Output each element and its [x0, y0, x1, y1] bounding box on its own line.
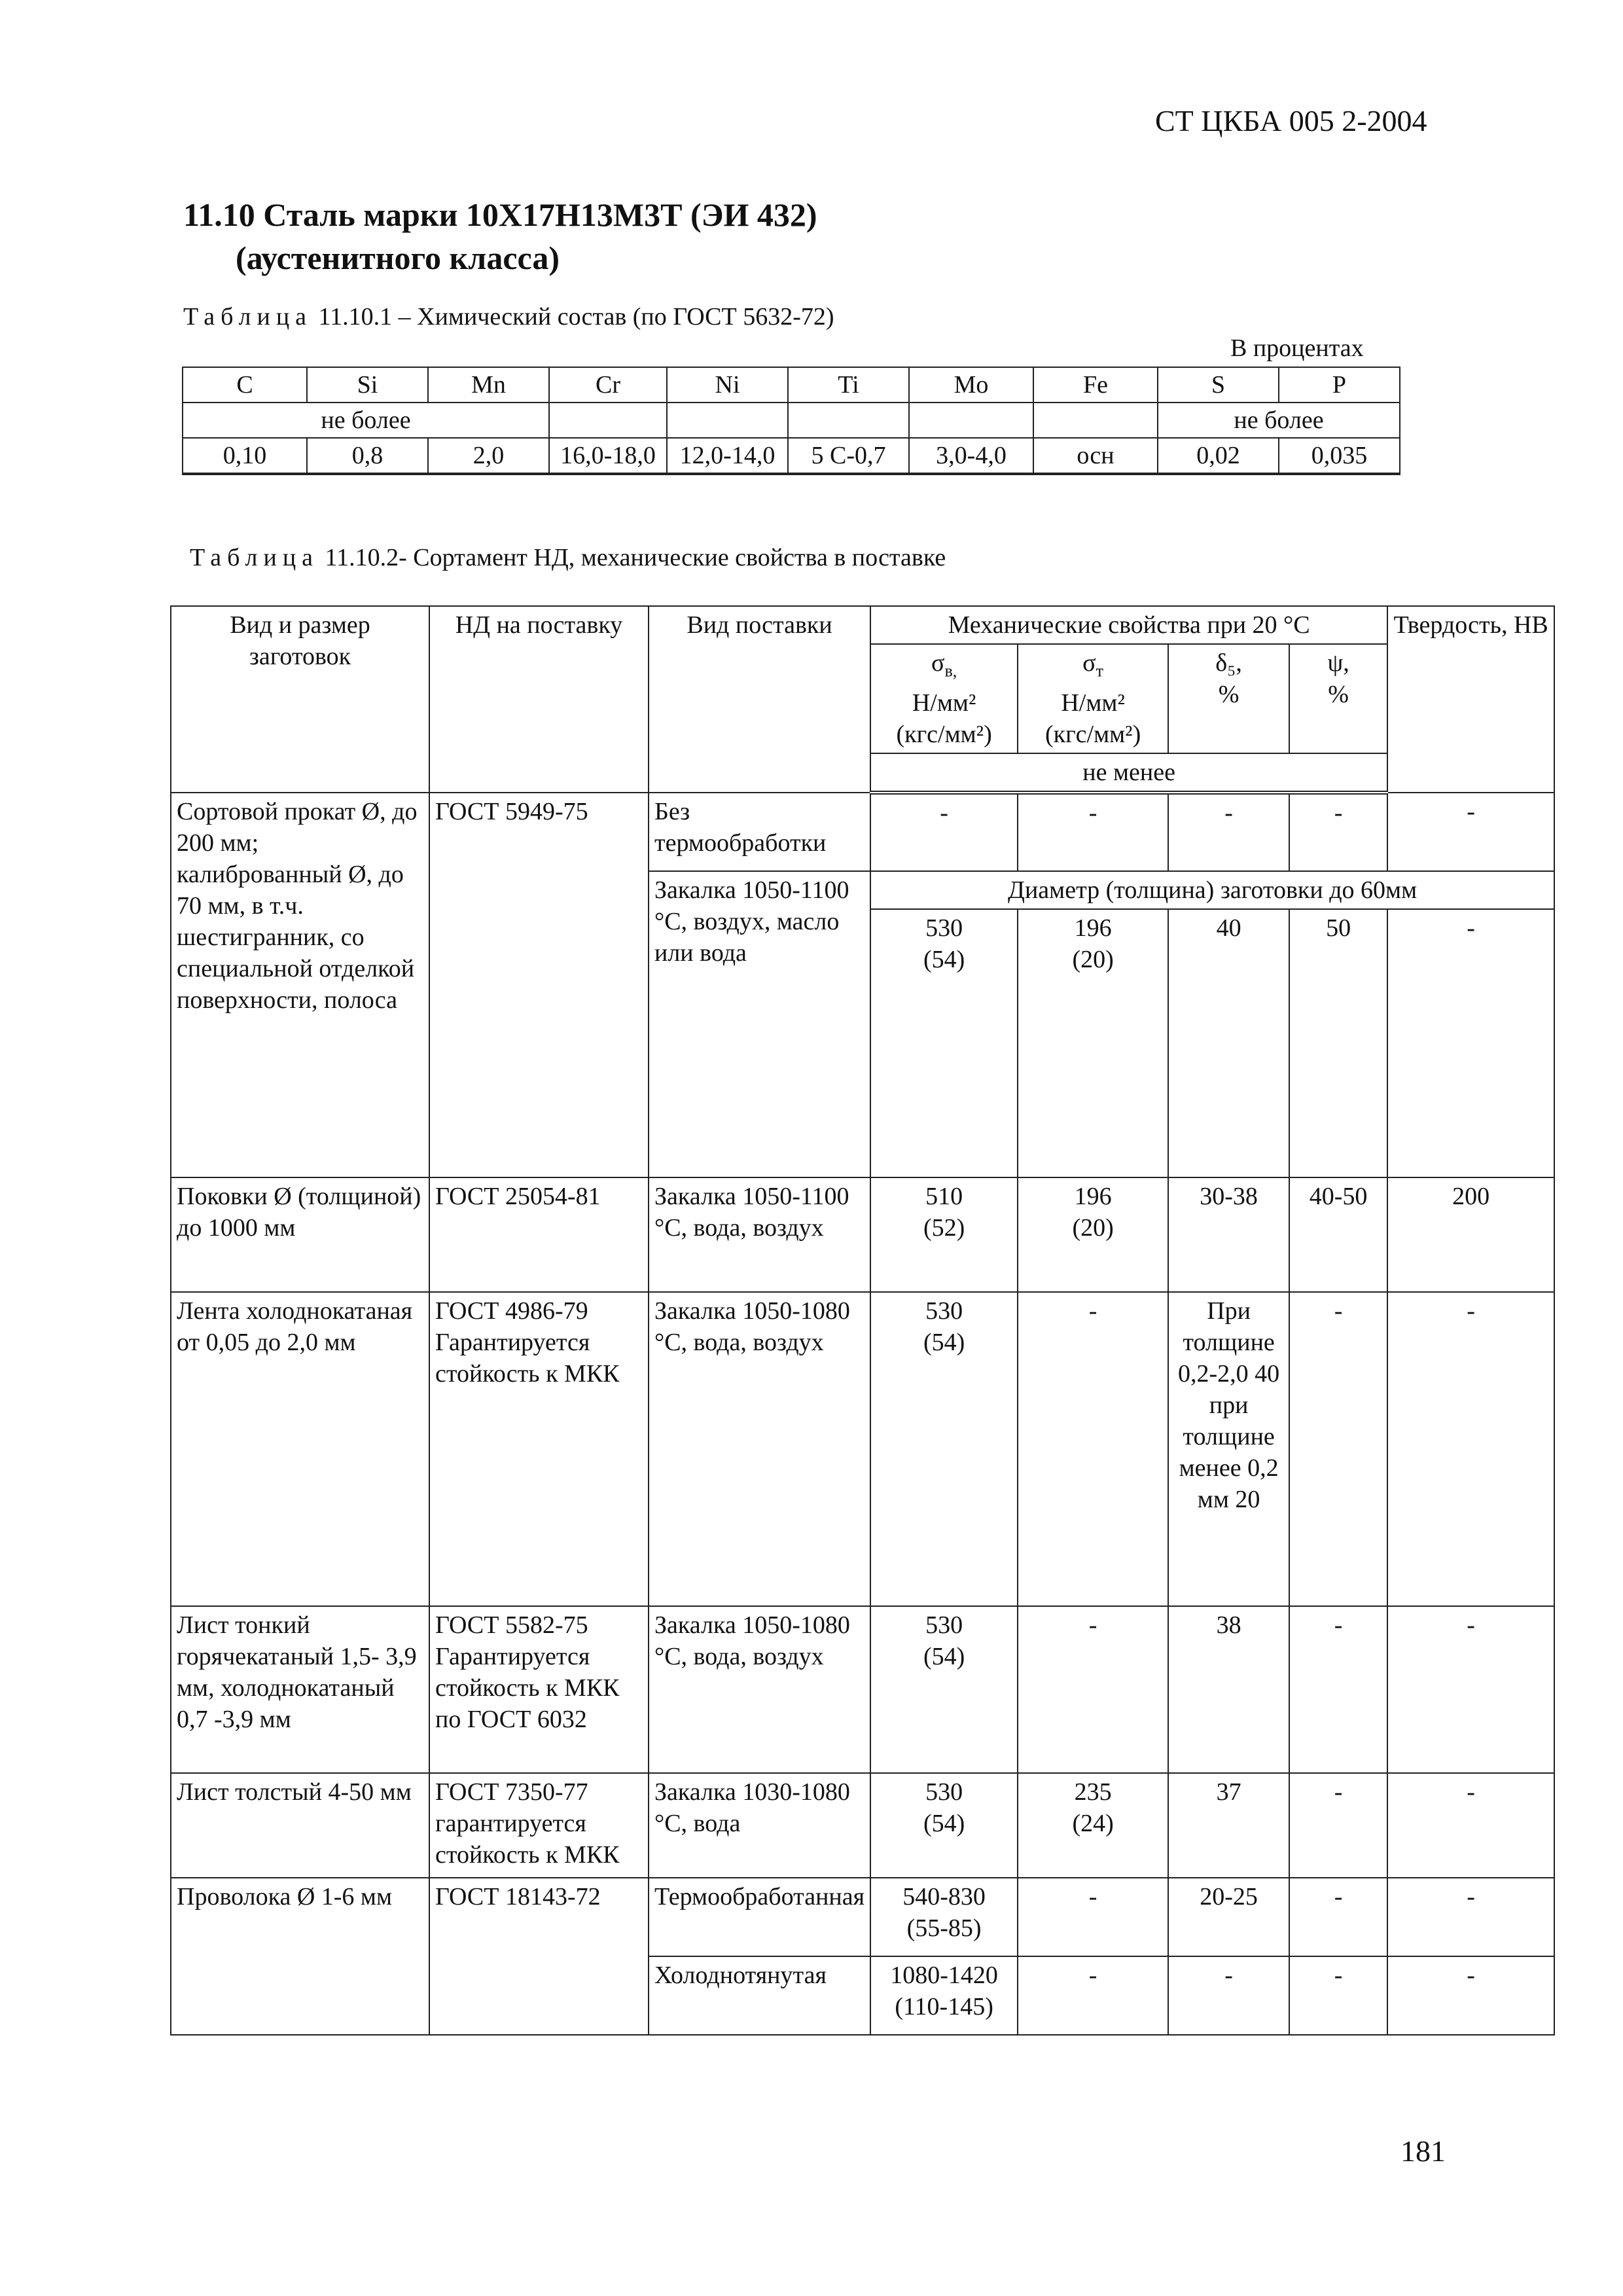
table1-header-cell: Si: [307, 367, 428, 403]
table1-value-cell: 16,0-18,0: [549, 438, 667, 474]
row-sigma-t: -: [1018, 1878, 1168, 1956]
row-sigma-b: -: [870, 793, 1018, 871]
table1-caption-label: Таблица: [183, 303, 313, 331]
table1-value-cell: 12,0-14,0: [667, 438, 788, 474]
header-nd: НД на поставку: [429, 606, 649, 793]
row-hardness: -: [1387, 1773, 1554, 1878]
header-min-label: не менее: [870, 753, 1387, 793]
table-row: [171, 1878, 1554, 1956]
row-psi: 40-50: [1289, 1177, 1387, 1292]
table1-empty-cell: [549, 403, 667, 438]
row-hardness: -: [1387, 1606, 1554, 1773]
table2-caption-text: 11.10.2- Сортамент НД, механические свойства в поставке: [325, 544, 946, 571]
table1-value-cell: осн: [1033, 438, 1158, 474]
row-sigma-t: 196 (20): [1018, 909, 1168, 1177]
table1-header-row: [183, 367, 1400, 403]
row-sigma-t: -: [1018, 793, 1168, 871]
table1-empty-cell: [1033, 403, 1158, 438]
table1-header-cell: Mo: [909, 367, 1033, 403]
row-sigma-t: -: [1018, 1956, 1168, 2035]
table-row: [171, 1773, 1554, 1878]
row-nd: ГОСТ 4986-79 Гарантируется стойкость к МКК: [429, 1292, 649, 1606]
row-hardness: 200: [1387, 1177, 1554, 1292]
table1-value-cell: 3,0-4,0: [909, 438, 1033, 474]
row-nd: ГОСТ 25054-81: [429, 1177, 649, 1292]
table1-header-cell: C: [183, 367, 307, 403]
row-sigma-t: 196 (20): [1018, 1177, 1168, 1292]
header-mech-props: Механические свойства при 20 °С: [870, 606, 1387, 644]
row-sigma-b: 1080-1420 (110-145): [870, 1956, 1018, 2035]
row-supply: Закалка 1050-1100 °С, воздух, масло или вода: [649, 871, 870, 1177]
row-supply: Закалка 1050-1080 °С, вода, воздух: [649, 1292, 870, 1606]
row-supply: Закалка 1050-1100 °С, вода, воздух: [649, 1177, 870, 1292]
row-psi: -: [1289, 1773, 1387, 1878]
row-kind: Сортовой прокат Ø, до 200 мм; калиброванный Ø, до 70 мм, в т.ч. шестигранник, со специальной отделкой поверхности, полоса: [171, 793, 429, 1177]
header-hardness: Твердость, НВ: [1387, 606, 1554, 793]
row-delta: -: [1168, 793, 1289, 871]
chemical-composition-table: [182, 367, 1400, 475]
table1-header-cell: Fe: [1033, 367, 1158, 403]
document-code: СТ ЦКБА 005 2-2004: [1155, 104, 1427, 137]
table1-values-row: [183, 438, 1400, 474]
row-psi: -: [1289, 793, 1387, 871]
row-kind: Поковки Ø (толщиной) до 1000 мм: [171, 1177, 429, 1292]
row-delta: 38: [1168, 1606, 1289, 1773]
row-hardness: -: [1387, 1292, 1554, 1606]
section-title-line1: 11.10 Сталь марки 10Х17Н13М3Т (ЭИ 432): [183, 196, 817, 233]
row-diameter-note: Диаметр (толщина) заготовки до 60мм: [870, 871, 1554, 909]
table1-empty-cell: [909, 403, 1033, 438]
table1-header-cell: Mn: [428, 367, 549, 403]
table1-limit-row: [183, 403, 1400, 438]
row-sigma-b: 510 (52): [870, 1177, 1018, 1292]
table2-caption: [190, 543, 946, 572]
row-sigma-t: -: [1018, 1292, 1168, 1606]
table1-empty-cell: [667, 403, 788, 438]
row-kind: Проволока Ø 1-6 мм: [171, 1878, 429, 2035]
section-title: [183, 193, 817, 279]
table-row: [171, 1606, 1554, 1773]
row-sigma-t: -: [1018, 1606, 1168, 1773]
row-sigma-t: 235 (24): [1018, 1773, 1168, 1878]
row-psi: -: [1289, 1878, 1387, 1956]
row-kind: Лента холоднокатаная от 0,05 до 2,0 мм: [171, 1292, 429, 1606]
row-delta: 37: [1168, 1773, 1289, 1878]
header-supply: Вид поставки: [649, 606, 870, 793]
table1-header-cell: P: [1279, 367, 1400, 403]
table1-caption-text: 11.10.1 – Химический состав (по ГОСТ 5632-72): [318, 303, 834, 331]
table1-header-cell: Cr: [549, 367, 667, 403]
row-hardness: -: [1387, 1956, 1554, 2035]
row-hardness: -: [1387, 909, 1554, 1177]
row-nd: ГОСТ 5949-75: [429, 793, 649, 1177]
row-sigma-b: 530 (54): [870, 909, 1018, 1177]
table-row: [171, 1177, 1554, 1292]
header-psi: ψ, %: [1289, 644, 1387, 753]
page-number: 181: [1400, 2134, 1446, 2168]
row-sigma-b: 540-830 (55-85): [870, 1878, 1018, 1956]
row-nd: ГОСТ 7350-77 гарантируется стойкость к МКК: [429, 1773, 649, 1878]
table-row: [171, 1292, 1554, 1606]
table2-caption-label: Таблица: [190, 544, 319, 571]
row-nd: ГОСТ 18143-72: [429, 1878, 649, 2035]
table1-value-cell: 5 С-0,7: [788, 438, 909, 474]
header-kind: Вид и размер заготовок: [171, 606, 429, 793]
row-supply: Без термообработки: [649, 793, 870, 871]
row-delta: 30-38: [1168, 1177, 1289, 1292]
table1-value-cell: 2,0: [428, 438, 549, 474]
row-sigma-b: 530 (54): [870, 1773, 1018, 1878]
row-psi: -: [1289, 1956, 1387, 2035]
row-delta: 20-25: [1168, 1878, 1289, 1956]
row-supply: Холоднотянутая: [649, 1956, 870, 2035]
header-sigma-b: $\sigma_{в,}$ Н/мм² (кгс/мм²): [870, 644, 1018, 753]
table1-value-cell: 0,8: [307, 438, 428, 474]
table1-caption: [183, 302, 834, 331]
mechanical-properties-table: [170, 605, 1555, 2036]
table1-value-cell: 0,02: [1158, 438, 1279, 474]
row-psi: -: [1289, 1292, 1387, 1606]
row-supply: Закалка 1050-1080 °С, вода, воздух: [649, 1606, 870, 1773]
row-psi: 50: [1289, 909, 1387, 1177]
header-sigma-t: $\sigma_т$ Н/мм² (кгс/мм²): [1018, 644, 1168, 753]
section-title-line2: (аустенитного класса): [236, 240, 560, 276]
row-kind: Лист тонкий горячекатаный 1,5- 3,9 мм, холоднокатаный 0,7 -3,9 мм: [171, 1606, 429, 1773]
row-sigma-b: 530 (54): [870, 1606, 1018, 1773]
row-hardness: -: [1387, 793, 1554, 871]
header-delta: δ₅, %: [1168, 644, 1289, 753]
table1-value-cell: 0,10: [183, 438, 307, 474]
table1-limit-label: не более: [183, 403, 549, 438]
row-delta: -: [1168, 1956, 1289, 2035]
table-row: [171, 793, 1554, 871]
row-supply: Термообработанная: [649, 1878, 870, 1956]
table1-value-cell: 0,035: [1279, 438, 1400, 474]
table1-header-cell: Ni: [667, 367, 788, 403]
table2-header-row: [171, 606, 1554, 644]
table1-header-cell: S: [1158, 367, 1279, 403]
table1-empty-cell: [788, 403, 909, 438]
row-nd: ГОСТ 5582-75 Гарантируется стойкость к МКК по ГОСТ 6032: [429, 1606, 649, 1773]
row-kind: Лист толстый 4-50 мм: [171, 1773, 429, 1878]
table1-limit-label: не более: [1158, 403, 1400, 438]
table1-header-cell: Ti: [788, 367, 909, 403]
table1-units: В процентах: [1230, 334, 1364, 362]
row-hardness: -: [1387, 1878, 1554, 1956]
row-sigma-b: 530 (54): [870, 1292, 1018, 1606]
row-supply: Закалка 1030-1080 °С, вода: [649, 1773, 870, 1878]
row-psi: -: [1289, 1606, 1387, 1773]
row-delta: 40: [1168, 909, 1289, 1177]
row-delta: При толщине 0,2-2,0 40 при толщине менее 0,2 мм 20: [1168, 1292, 1289, 1606]
